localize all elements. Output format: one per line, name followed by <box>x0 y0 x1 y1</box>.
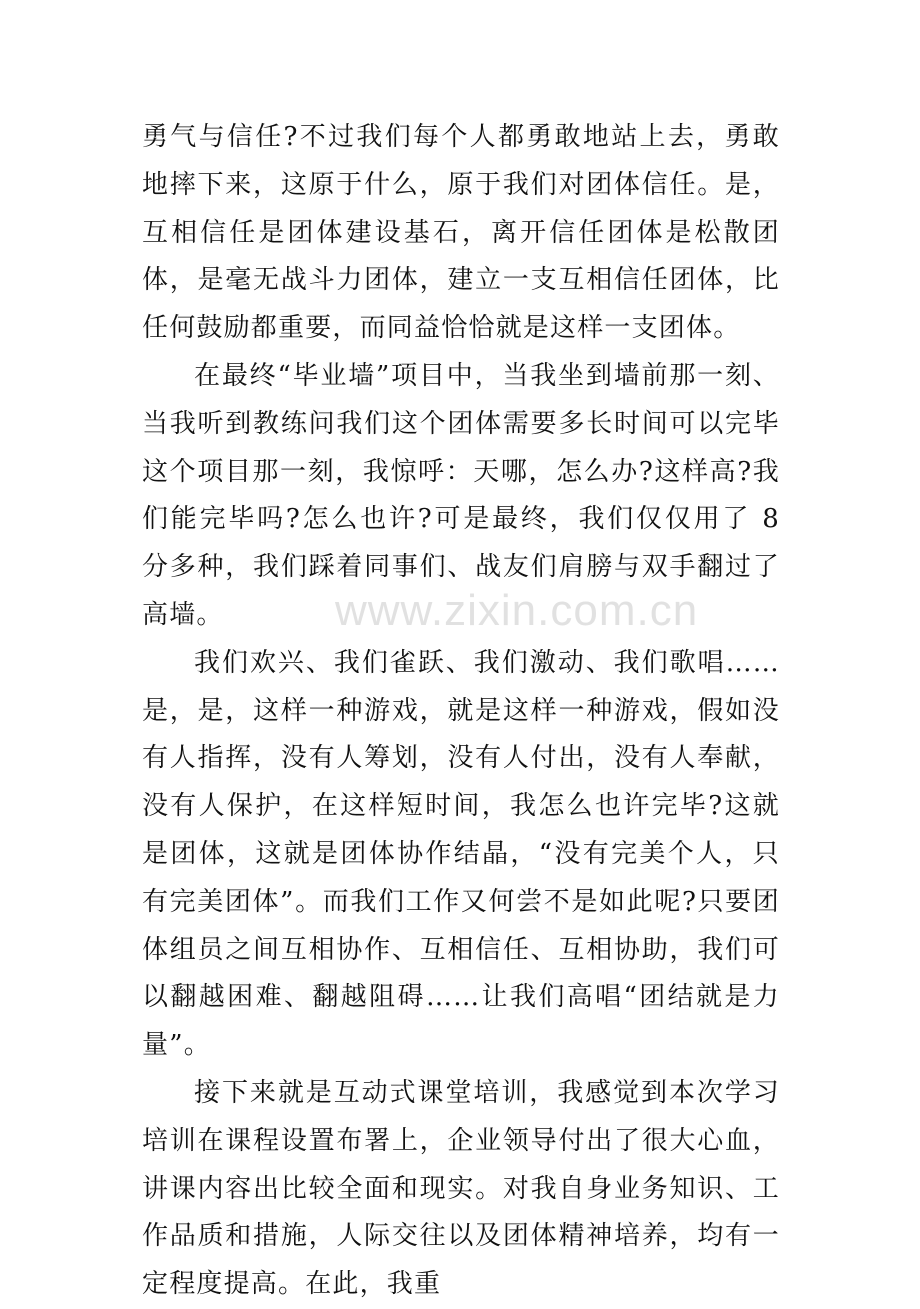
paragraph-2: 在最终“毕业墙”项目中，当我坐到墙前那一刻、当我听到教练问我们这个团体需要多长时间可以完毕这个项目那一刻，我惊呼：天哪，怎么办?这样高?我们能完毕吗?怎么也许?可是最终，我们仅仅用了 8 分多种，我们踩着同事们、战友们肩膀与双手翻过了高墙。 <box>142 360 780 630</box>
watermark: www.zixin.com.cn <box>335 586 699 635</box>
paragraph-1: 勇气与信任?不过我们每个人都勇敢地站上去，勇敢地摔下来，这原于什么，原于我们对团体信任。是，互相信任是团体建设基石，离开信任团体是松散团体，是毫无战斗力团体，建立一支互相信任团体，比任何鼓励都重要，而同益恰恰就是这样一支团体。 <box>142 122 780 344</box>
paragraph-4: 接下来就是互动式课堂培训，我感觉到本次学习培训在课程设置布署上，企业领导付出了很大心血，讲课内容出比较全面和现实。对我自身业务知识、工作品质和措施，人际交往以及团体精神培养，均有一定程度提高。在此，我重 <box>142 1077 780 1300</box>
paragraph-3: 我们欢兴、我们雀跃、我们激动、我们歌唱……是，是，这样一种游戏，就是这样一种游戏，假如没有人指挥，没有人筹划，没有人付出，没有人奉献，没有人保护，在这样短时间，我怎么也许完毕?这就是团体，这就是团体协作结晶，“没有完美个人，只有完美团体”。而我们工作又何尝不是如此呢?只要团体组员之间互相协作、互相信任、互相协助，我们可以翻越困难、翻越阻碍……让我们高唱“团结就是力量”。 <box>142 647 780 1061</box>
